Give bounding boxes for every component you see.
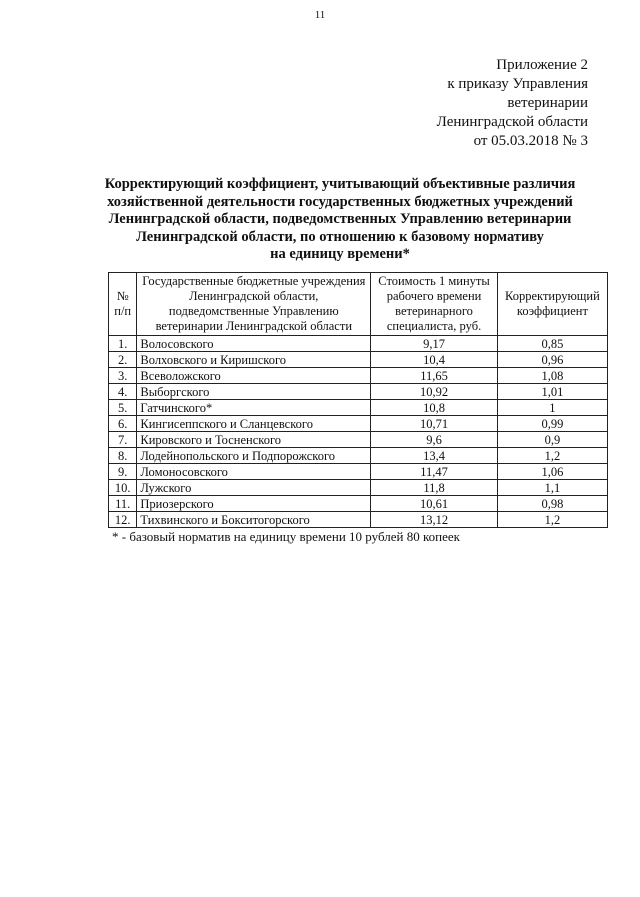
cell-cost: 10,61 bbox=[371, 496, 498, 512]
table-row bbox=[109, 496, 608, 512]
appendix-line: Ленинградской области bbox=[436, 114, 588, 130]
footnote: * - базовый норматив на единицу времени 10 рублей 80 копеек bbox=[112, 529, 460, 544]
cell-num: 5. bbox=[109, 400, 137, 416]
cell-coefficient: 1,2 bbox=[497, 448, 607, 464]
table-row bbox=[109, 368, 608, 384]
header-institution: Государственные бюджетные учреждения Ленинградской области, подведомственные Управлению ветеринарии Ленинградской области bbox=[137, 273, 371, 336]
cell-coefficient: 1,1 bbox=[497, 480, 607, 496]
cell-coefficient: 0,98 bbox=[497, 496, 607, 512]
cell-institution: Выборгского bbox=[137, 384, 371, 400]
appendix-line: ветеринарии bbox=[507, 95, 588, 111]
table-row bbox=[109, 352, 608, 368]
cell-num: 11. bbox=[109, 496, 137, 512]
header-coefficient: Корректирующий коэффициент bbox=[497, 273, 607, 336]
appendix-block bbox=[437, 56, 588, 151]
cell-num: 2. bbox=[109, 352, 137, 368]
cell-cost: 9,6 bbox=[371, 432, 498, 448]
cell-num: 12. bbox=[109, 512, 137, 528]
document-title bbox=[80, 176, 600, 264]
table-row bbox=[109, 512, 608, 528]
cell-cost: 11,8 bbox=[371, 480, 498, 496]
cell-coefficient: 1,08 bbox=[497, 368, 607, 384]
title-line: Ленинградской области, по отношению к базовому нормативу bbox=[136, 228, 544, 245]
page-number: 11 bbox=[314, 9, 326, 21]
coefficient-table bbox=[108, 272, 608, 528]
title-line: хозяйственной деятельности государственных бюджетных учреждений bbox=[107, 193, 573, 210]
cell-cost: 13,4 bbox=[371, 448, 498, 464]
appendix-line: от 05.03.2018 № 3 bbox=[473, 133, 588, 149]
table-row bbox=[109, 448, 608, 464]
cell-coefficient: 0,85 bbox=[497, 336, 607, 352]
cell-institution: Волосовского bbox=[137, 336, 371, 352]
cell-coefficient: 1,2 bbox=[497, 512, 607, 528]
cell-coefficient: 1 bbox=[497, 400, 607, 416]
cell-cost: 10,71 bbox=[371, 416, 498, 432]
cell-cost: 10,8 bbox=[371, 400, 498, 416]
cell-cost: 11,47 bbox=[371, 464, 498, 480]
table-row bbox=[109, 480, 608, 496]
table-row bbox=[109, 384, 608, 400]
cell-institution: Лужского bbox=[137, 480, 371, 496]
table-header-row bbox=[109, 273, 608, 336]
cell-num: 6. bbox=[109, 416, 137, 432]
table-row bbox=[109, 400, 608, 416]
cell-institution: Кировского и Тосненского bbox=[137, 432, 371, 448]
appendix-line: к приказу Управления bbox=[447, 76, 588, 92]
header-num: № п/п bbox=[109, 273, 137, 336]
cell-institution: Гатчинского* bbox=[137, 400, 371, 416]
cell-coefficient: 0,99 bbox=[497, 416, 607, 432]
cell-cost: 9,17 bbox=[371, 336, 498, 352]
table-row bbox=[109, 432, 608, 448]
cell-institution: Приозерского bbox=[137, 496, 371, 512]
cell-institution: Всеволожского bbox=[137, 368, 371, 384]
cell-institution: Ломоносовского bbox=[137, 464, 371, 480]
cell-cost: 10,4 bbox=[371, 352, 498, 368]
cell-num: 1. bbox=[109, 336, 137, 352]
cell-institution: Кингисеппского и Сланцевского bbox=[137, 416, 371, 432]
table-row bbox=[109, 416, 608, 432]
cell-num: 10. bbox=[109, 480, 137, 496]
cell-cost: 10,92 bbox=[371, 384, 498, 400]
cell-num: 4. bbox=[109, 384, 137, 400]
cell-num: 8. bbox=[109, 448, 137, 464]
appendix-line: Приложение 2 bbox=[496, 57, 588, 73]
cell-coefficient: 1,06 bbox=[497, 464, 607, 480]
table-row bbox=[109, 336, 608, 352]
cell-institution: Тихвинского и Бокситогорского bbox=[137, 512, 371, 528]
header-cost: Стоимость 1 минуты рабочего времени ветеринарного специалиста, руб. bbox=[371, 273, 498, 336]
table-row bbox=[109, 464, 608, 480]
title-line: на единицу времени* bbox=[270, 246, 410, 262]
cell-cost: 13,12 bbox=[371, 512, 498, 528]
cell-num: 3. bbox=[109, 368, 137, 384]
title-line: Ленинградской области, подведомственных Управлению ветеринарии bbox=[108, 211, 572, 227]
cell-coefficient: 1,01 bbox=[497, 384, 607, 400]
cell-institution: Волховского и Киришского bbox=[137, 352, 371, 368]
cell-coefficient: 0,96 bbox=[497, 352, 607, 368]
cell-num: 9. bbox=[109, 464, 137, 480]
cell-cost: 11,65 bbox=[371, 368, 498, 384]
cell-num: 7. bbox=[109, 432, 137, 448]
title-line: Корректирующий коэффициент, учитывающий объективные различия bbox=[104, 176, 576, 192]
cell-institution: Лодейнопольского и Подпорожского bbox=[137, 448, 371, 464]
cell-coefficient: 0,9 bbox=[497, 432, 607, 448]
